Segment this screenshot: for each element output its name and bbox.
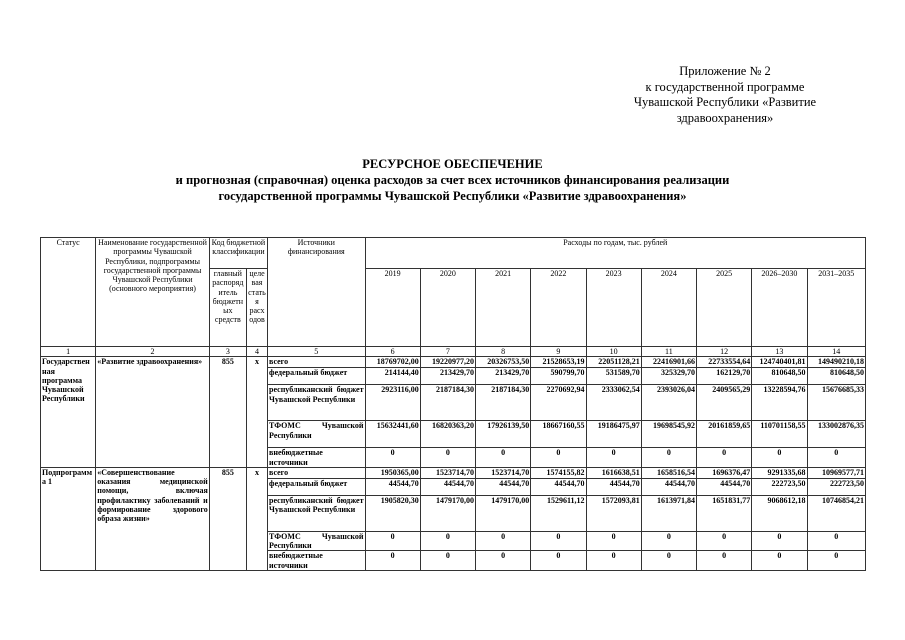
row-value: 1651831,77 — [697, 495, 752, 531]
row-value: 44544,70 — [420, 478, 475, 495]
row-value: 18667160,55 — [531, 421, 586, 448]
row-value: 22051128,21 — [586, 357, 641, 368]
table-body — [41, 238, 866, 571]
row-value: 2923116,00 — [365, 385, 420, 421]
row-value: 44544,70 — [476, 478, 531, 495]
row-value: 0 — [752, 551, 807, 571]
row-value: 0 — [697, 551, 752, 571]
subtitle-line-1: и прогнозная (справочная) оценка расходов за счет всех источников финансирования реализации — [175, 173, 730, 187]
row-value: 810648,50 — [807, 368, 866, 385]
row-value: 110701158,55 — [752, 421, 807, 448]
row-value: 1696376,47 — [697, 467, 752, 478]
row-value: 44544,70 — [586, 478, 641, 495]
row-source: ТФОМС Чувашской Республики — [268, 421, 365, 448]
column-number: 13 — [752, 347, 807, 357]
row-grbs: 855 — [209, 467, 246, 570]
row-value: 0 — [641, 448, 696, 468]
column-number-row — [41, 347, 866, 357]
row-value: 2187184,30 — [476, 385, 531, 421]
row-value: 19186475,97 — [586, 421, 641, 448]
row-source: ТФОМС Чувашской Республики — [269, 531, 364, 551]
row-value: 590799,70 — [531, 368, 586, 385]
row-program-name: «Развитие здравоохранения» — [96, 357, 210, 468]
row-value: 19698545,92 — [641, 421, 696, 448]
row-value: 9291335,68 — [752, 467, 807, 478]
row-value: 1523714,70 — [420, 467, 475, 478]
column-number: 5 — [268, 347, 365, 357]
row-value: 44544,70 — [531, 478, 586, 495]
row-value: 2270692,94 — [531, 385, 586, 421]
row-value: 1529611,12 — [531, 495, 586, 531]
row-value: 1479170,00 — [476, 495, 531, 531]
row-source: республиканский бюджет Чувашской Республики — [268, 385, 365, 421]
row-status: Подпрограмма 1 — [41, 467, 96, 570]
row-value: 0 — [420, 448, 475, 468]
row-value: 44544,70 — [641, 478, 696, 495]
header-year: 2020 — [420, 269, 475, 347]
row-value: 44544,70 — [365, 478, 420, 495]
row-value: 10746854,21 — [807, 495, 866, 531]
row-value: 0 — [807, 448, 866, 468]
row-value: 0 — [531, 531, 586, 551]
row-value: 0 — [365, 448, 420, 468]
row-value: 0 — [641, 531, 696, 551]
header-year: 2026–2030 — [752, 269, 807, 347]
column-number: 6 — [365, 347, 420, 357]
row-value: 10969577,71 — [807, 467, 866, 478]
header-year: 2021 — [476, 269, 531, 347]
row-value: 213429,70 — [476, 368, 531, 385]
appendix-line-3: Чувашской Республики «Развитие — [633, 95, 817, 109]
header-status: Статус — [41, 238, 96, 347]
row-value: 0 — [476, 531, 531, 551]
row-value: 214144,40 — [365, 368, 420, 385]
row-value: 0 — [420, 531, 475, 551]
subtitle-line-2: государственной программы Чувашской Республики «Развитие здравоохранения» — [218, 189, 687, 203]
row-value: 0 — [807, 531, 866, 551]
row-program-name: «Совершенствование оказания медицинской помощи, включая профилактику заболеваний и формирование здорового образа жизни» — [96, 467, 210, 570]
row-value: 2333062,54 — [586, 385, 641, 421]
header-year: 2019 — [365, 269, 420, 347]
row-grbs: 855 — [209, 357, 246, 468]
header-row-top — [41, 238, 866, 269]
row-value: 22733554,64 — [697, 357, 752, 368]
column-number: 4 — [246, 347, 267, 357]
row-value: 1574155,82 — [531, 467, 586, 478]
row-value: 19220977,20 — [420, 357, 475, 368]
header-year: 2024 — [641, 269, 696, 347]
row-value: 15676685,33 — [807, 385, 866, 421]
row-status: Государственная программа Чувашской Республики — [41, 357, 96, 468]
column-number: 9 — [531, 347, 586, 357]
row-value: 13228594,76 — [752, 385, 807, 421]
row-value: 531589,70 — [586, 368, 641, 385]
row-value: 1479170,00 — [420, 495, 475, 531]
row-value: 18769702,00 — [365, 357, 420, 368]
appendix-line-4: здравоохранения» — [676, 110, 774, 125]
header-year: 2022 — [531, 269, 586, 347]
row-source: всего — [268, 467, 365, 478]
column-number: 12 — [697, 347, 752, 357]
row-value: 0 — [697, 531, 752, 551]
row-source: внебюджетные источники — [268, 551, 365, 571]
row-value: 0 — [476, 448, 531, 468]
row-value: 0 — [586, 448, 641, 468]
row-value: 2393026,04 — [641, 385, 696, 421]
row-value: 0 — [365, 551, 420, 571]
row-value: 44544,70 — [697, 478, 752, 495]
row-value: 20161859,65 — [697, 421, 752, 448]
row-value: 17926139,50 — [476, 421, 531, 448]
header-name: Наименование государственной программы Чувашской Республики, подпрограммы государственной программы Чувашской Республики (основного мероприятия) — [96, 238, 210, 347]
column-number: 7 — [420, 347, 475, 357]
row-target: x — [246, 357, 267, 468]
row-value: 20326753,50 — [476, 357, 531, 368]
row-value: 9068612,18 — [752, 495, 807, 531]
row-source: федеральный бюджет — [268, 368, 365, 385]
row-value: 16820363,20 — [420, 421, 475, 448]
row-value: 213429,70 — [420, 368, 475, 385]
row-value: 133002876,35 — [807, 421, 866, 448]
row-value: 1572093,81 — [586, 495, 641, 531]
column-number: 1 — [41, 347, 96, 357]
row-value: 222723,50 — [752, 478, 807, 495]
row-value: 1616638,51 — [586, 467, 641, 478]
row-value: 1905820,30 — [365, 495, 420, 531]
document-subtitle — [0, 172, 905, 204]
header-kbk-main: главный распорядитель бюджетных средств — [209, 269, 246, 347]
row-value: 15632441,60 — [365, 421, 420, 448]
appendix-line-2: к государственной программе — [645, 79, 805, 94]
row-source: республиканский бюджет Чувашской Республики — [268, 495, 365, 531]
row-value: 0 — [697, 448, 752, 468]
row-value: 0 — [641, 551, 696, 571]
header-kbk-target: целевая статья расходов — [246, 269, 267, 347]
row-value: 0 — [586, 551, 641, 571]
row-value: 0 — [807, 551, 866, 571]
row-value: 2187184,30 — [420, 385, 475, 421]
row-value: 1613971,84 — [641, 495, 696, 531]
row-value: 2409565,29 — [697, 385, 752, 421]
row-value: 21528653,19 — [531, 357, 586, 368]
header-kbk: Код бюджетной классификации — [209, 238, 267, 269]
row-value: 0 — [420, 551, 475, 571]
row-value: 162129,70 — [697, 368, 752, 385]
header-sources: Источники финансирования — [268, 238, 365, 347]
header-year: 2031–2035 — [807, 269, 866, 347]
appendix-note — [620, 64, 830, 126]
row-source: федеральный бюджет — [268, 478, 365, 495]
row-value: 0 — [586, 531, 641, 551]
document-title: РЕСУРСНОЕ ОБЕСПЕЧЕНИЕ — [362, 157, 543, 171]
row-source: всего — [268, 357, 365, 368]
row-value: 222723,50 — [807, 478, 866, 495]
column-number: 10 — [586, 347, 641, 357]
row-value: 0 — [531, 448, 586, 468]
row-value: 0 — [476, 551, 531, 571]
row-value: 1523714,70 — [476, 467, 531, 478]
row-value: 1658516,54 — [641, 467, 696, 478]
column-number: 14 — [807, 347, 866, 357]
appendix-line-1: Приложение № 2 — [679, 64, 771, 78]
column-number: 3 — [209, 347, 246, 357]
column-number: 2 — [96, 347, 210, 357]
row-value: 810648,50 — [752, 368, 807, 385]
table-row — [41, 357, 866, 368]
column-number: 11 — [641, 347, 696, 357]
row-value: 149490210,18 — [807, 357, 866, 368]
row-value: 325329,70 — [641, 368, 696, 385]
row-source: внебюджетные источники — [268, 448, 365, 468]
table-row — [41, 467, 866, 478]
row-value: 22416901,66 — [641, 357, 696, 368]
row-value: 0 — [752, 531, 807, 551]
resource-table — [40, 237, 866, 571]
row-value: 1950365,00 — [365, 467, 420, 478]
header-expenses: Расходы по годам, тыс. рублей — [365, 238, 866, 269]
row-value: 0 — [531, 551, 586, 571]
row-target: x — [246, 467, 267, 570]
row-value: 124740401,81 — [752, 357, 807, 368]
row-value: 0 — [365, 531, 420, 551]
column-number: 8 — [476, 347, 531, 357]
row-value: 0 — [752, 448, 807, 468]
header-year: 2023 — [586, 269, 641, 347]
header-year: 2025 — [697, 269, 752, 347]
